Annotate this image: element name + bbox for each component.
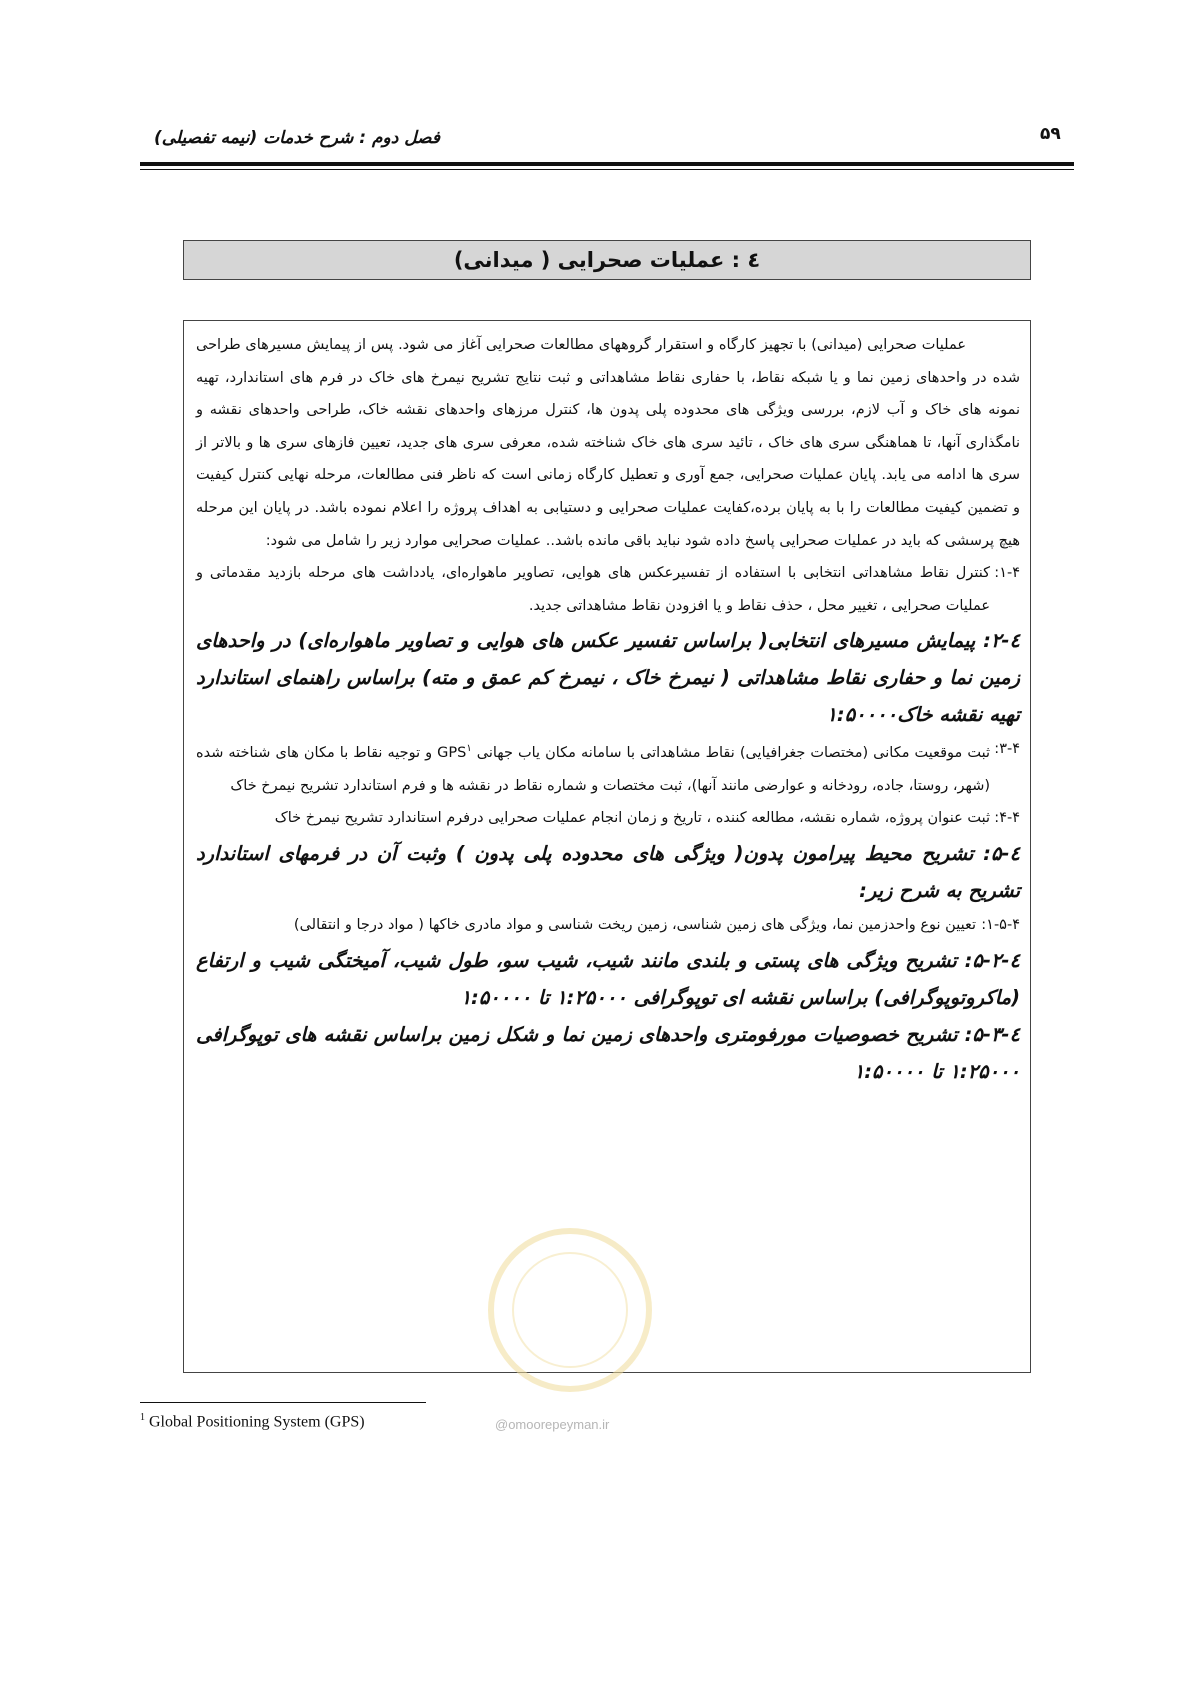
heading-4-5: ٤-۵: تشریح محیط پیرامون پدون( ویژگی های محدوده پلی پدون ) وثبت آن در فرمهای استاندارد تشریح به شرح زیر:	[196, 841, 1020, 902]
section-title-bar	[183, 240, 1031, 280]
item-4-1	[196, 557, 1020, 622]
footnote-rule	[140, 1402, 426, 1403]
item-4-3	[196, 733, 1020, 802]
item-4-5-1	[196, 909, 1020, 942]
footnote-ref[interactable]: ۱	[466, 743, 472, 755]
footnote-text: Global Positioning System (GPS)	[149, 1413, 365, 1431]
header-rule-thin	[140, 169, 1074, 170]
item-text: ثبت عنوان پروژه، شماره نقشه، مطالعه کننده ، تاریخ و زمان انجام عملیات صحرایی درفرم استاندارد تشریح نیمرخ خاک	[274, 810, 990, 827]
heading-4-5-2: ٤-۵-۲: تشریح ویژگی های پستی و بلندی مانند شیب، شیب سو، طول شیب، آمیختگی شیب و ارتفاع (ماکروتوپوگرافی) براساس نقشه ای توپوگرافی ۱:۲۵۰۰۰ تا ۱:۵۰۰۰۰	[196, 948, 1020, 1009]
item-text: کنترل نقاط مشاهداتی انتخابی با استفاده از تفسیرعکس های هوایی، تصاویر ماهواره‌ای، یادداشت های مرحله بازدید مقدماتی و عملیات صحرایی ، تغییر محل ، حذف نقاط و یا افزودن نقاط مشاهداتی جدید.	[196, 565, 990, 614]
item-text-cont: و توجیه نقاط با مکان های شناخته شده (شهر، روستا، جاده، رودخانه و عوارضی مانند آنها)، ثبت مختصات و شماره نقاط در نقشه ها و فرم استاندارد تشریح نیمرخ خاک	[196, 745, 990, 794]
running-header: فصل دوم : شرح خدمات (نیمه تفصیلی)	[153, 128, 440, 148]
watermark-seal	[488, 1228, 652, 1392]
header-rule-thick	[140, 162, 1074, 166]
heading-4-5-3: ٤-۵-۳: تشریح خصوصیات مورفومتری واحدهای زمین نما و شکل زمین براساس نقشه های توپوگرافی ۱:۲۵۰۰۰ تا ۱:۵۰۰۰۰	[196, 1022, 1020, 1083]
footnote	[140, 1412, 365, 1431]
item-number: ۳-۴:	[994, 741, 1020, 758]
item-text: تعیین نوع واحدزمین نما، ویژگی های زمین شناسی، زمین ریخت شناسی و مواد مادری خاکها ( مواد درجا و انتقالی)	[293, 916, 976, 933]
page-number: ۵۹	[1040, 124, 1061, 144]
footnote-marker: 1	[140, 1412, 145, 1423]
intro-paragraph: عملیات صحرایی (میدانی) با تجهیز کارگاه و استقرار گروههای مطالعات صحرایی آغاز می شود. پس از پیمایش مسیرهای طراحی شده در واحدهای زمین نما و یا شبکه نقاط، با حفاری نقاط مشاهداتی و ثبت نتایج تشریح نیمرخ های خاک در فرم های استاندارد، تهیه نمونه های خاک و آب لازم، بررسی ویژگی های محدوده پلی پدون ها، کنترل مرزهای واحدهای نقشه خاک، طراحی واحدهای نقشه و نامگذاری آنها، تا هماهنگی سری های خاک ، تائید سری های خاک شناخته شده، معرفی سری های جدید، تعیین فازهای سری ها و بالاتر از سری ها ادامه می یابد. پایان عملیات صحرایی، جمع آوری و تعطیل کارگاه زمانی است که ناظر فنی مطالعات، مرحله نهایی کنترل کیفیت و تضمین کیفیت مطالعات را با به پایان برده،کفایت عملیات صحرایی و دستیابی به اهداف پروژه را اعلام نموده باشد. در پایان این مرحله هیچ پرسشی که باید در عملیات صحرایی پاسخ داده شود نباید باقی مانده باشد.. عملیات صحرایی موارد زیر را شامل می شود:	[196, 337, 1020, 549]
item-text: ثبت موقعیت مکانی (مختصات جغرافیایی) نقاط مشاهداتی با سامانه مکان یاب جهانی GPS	[437, 745, 990, 762]
item-number: ۱-۵-۴:	[981, 916, 1020, 933]
content-box	[183, 320, 1031, 1373]
watermark-url: @omoorepeyman.ir	[495, 1417, 610, 1432]
item-number: ۱-۴:	[994, 565, 1020, 582]
heading-4-2: ٤-۲: پیمایش مسیرهای انتخابی( براساس تفسیر عکس های هوایی و تصاویر ماهواره‌ای) در واحدهای زمین نما و حفاری نقاط مشاهداتی ( نیمرخ خاک ، نیمرخ کم عمق و مته) براساس راهنمای استاندارد تهیه نقشه خاک۱:۵۰۰۰۰	[196, 629, 1020, 727]
item-number: ۴-۴:	[994, 810, 1020, 827]
item-4-4	[196, 802, 1020, 835]
section-title: ٤ : عملیات صحرایی ( میدانی)	[453, 248, 761, 272]
